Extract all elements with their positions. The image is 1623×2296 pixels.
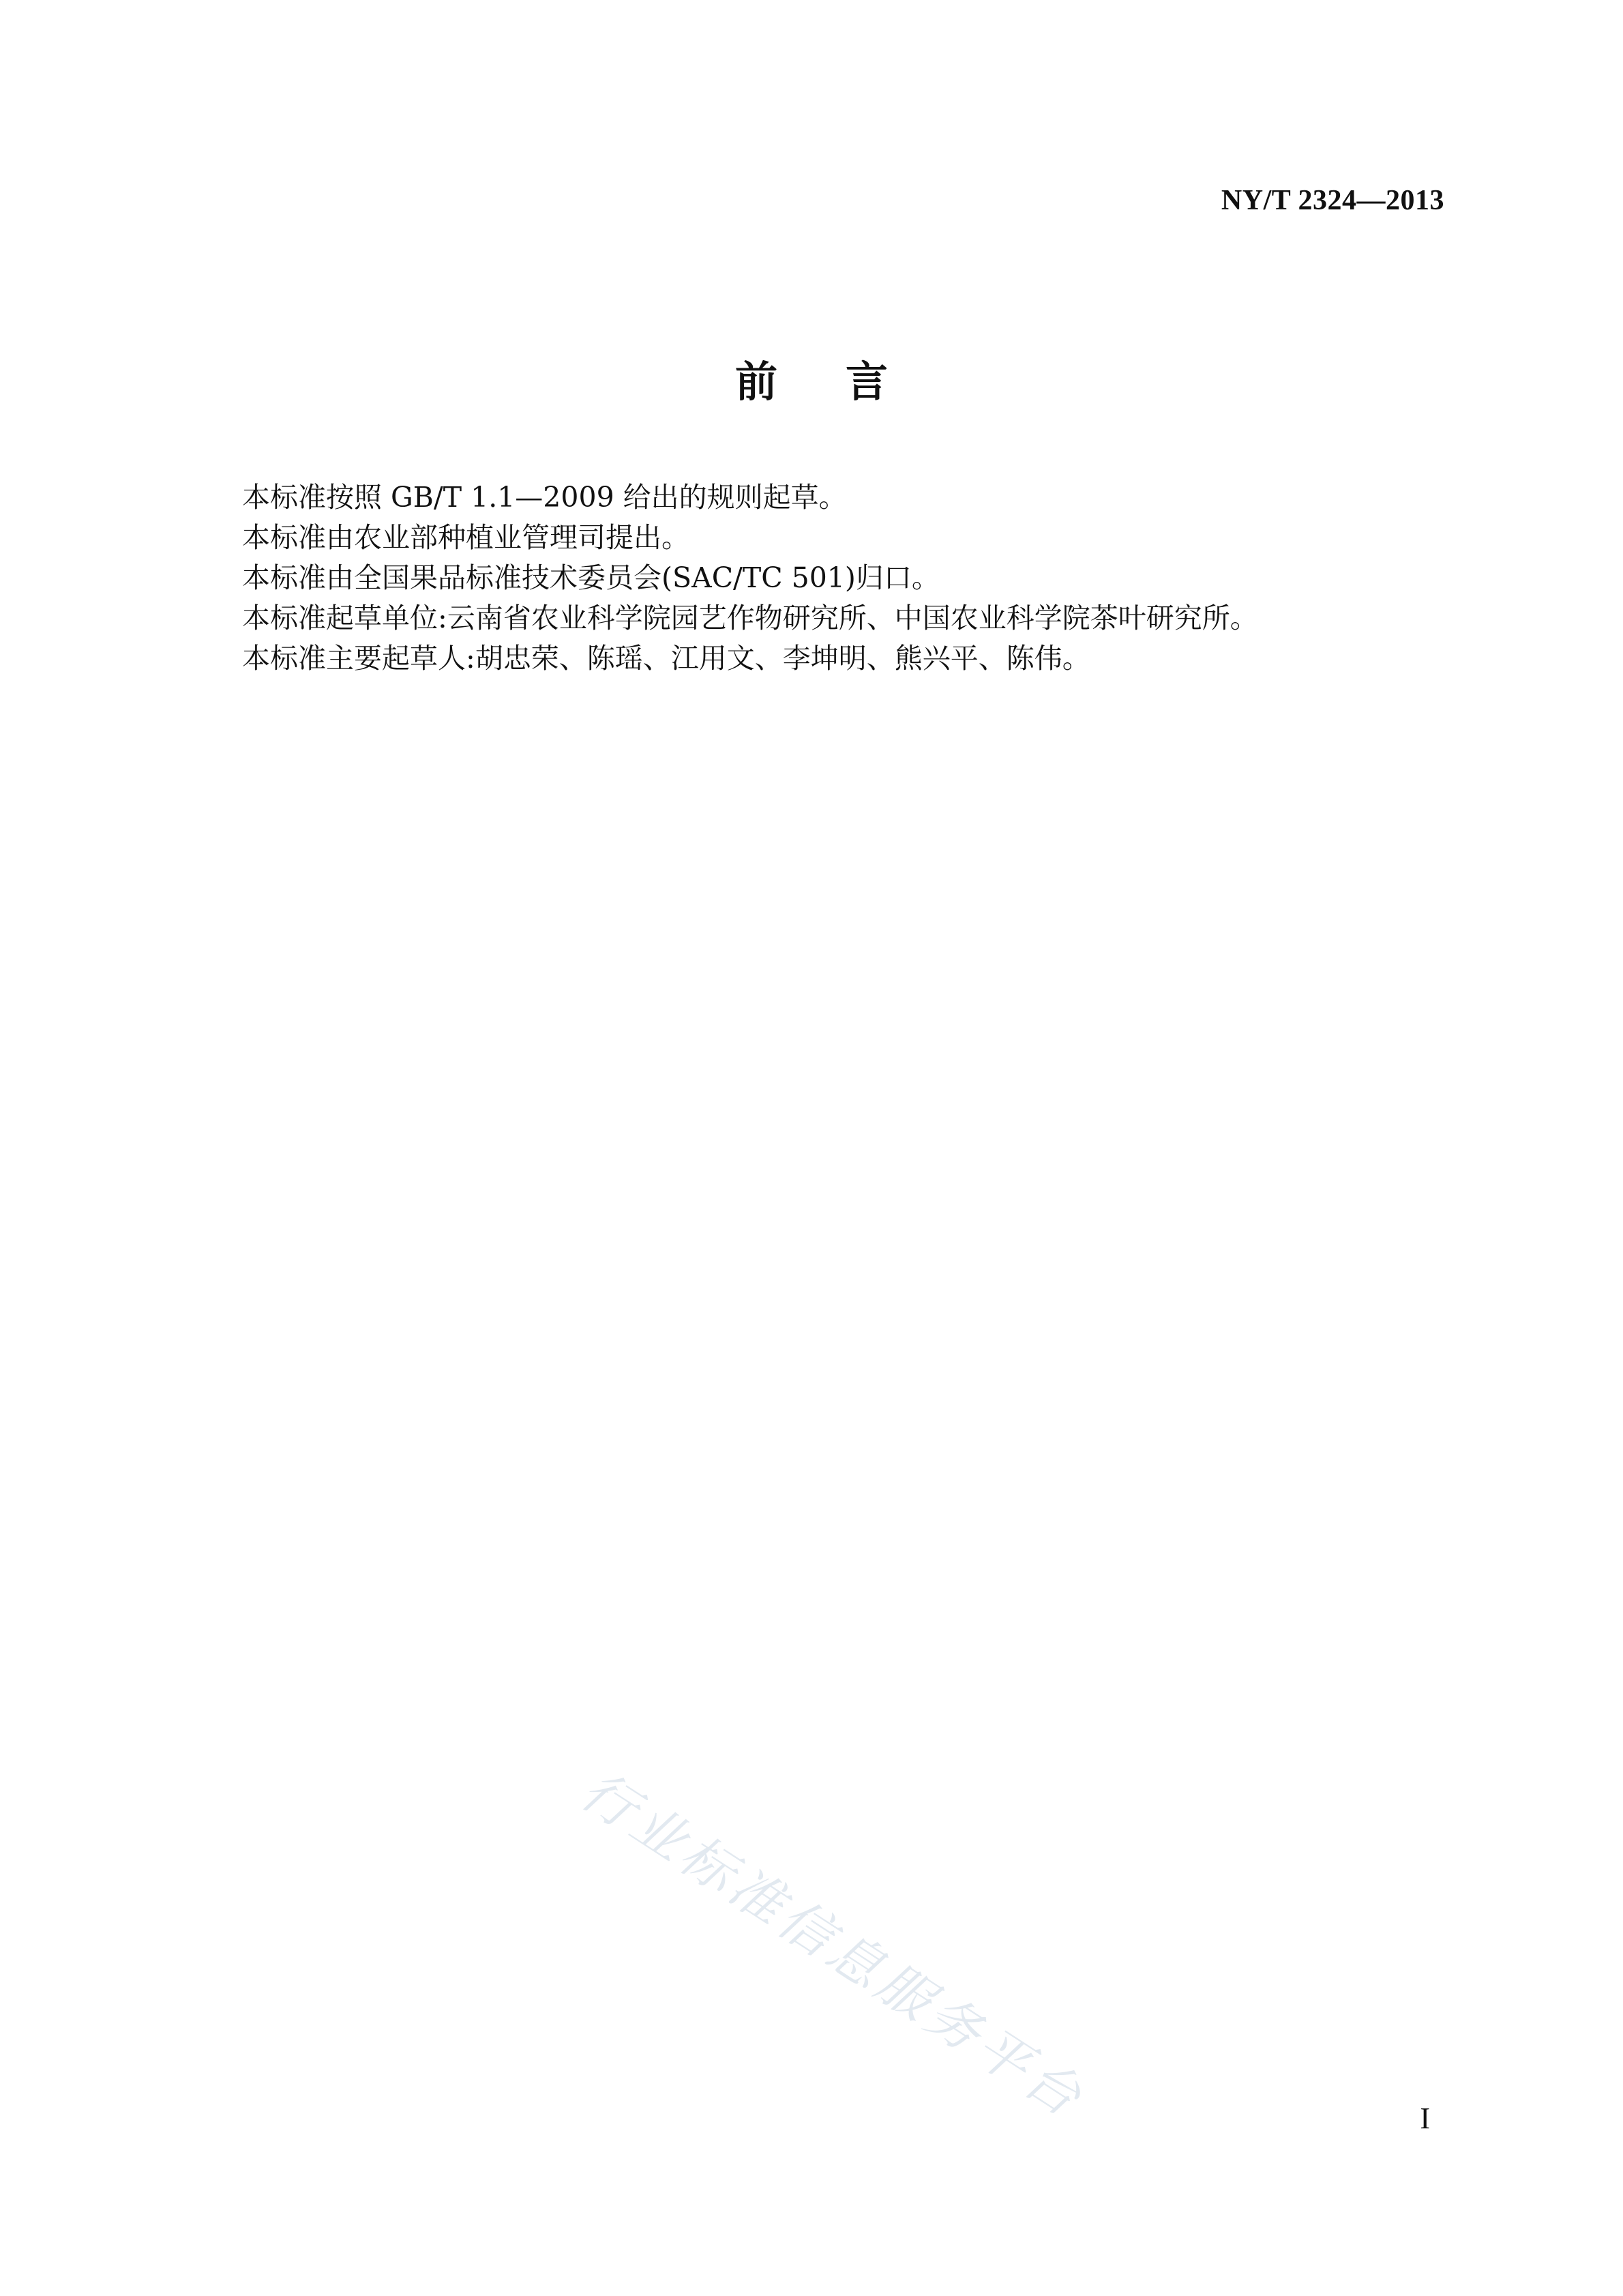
standard-code: NY/T 2324—2013 — [1221, 185, 1444, 216]
paragraph-drafting-units: 本标准起草单位:云南省农业科学院园艺作物研究所、中国农业科学院茶叶研究所。 — [242, 602, 1258, 634]
page-number: I — [1420, 2102, 1430, 2135]
paragraph-proposer: 本标准由农业部种植业管理司提出。 — [242, 521, 689, 554]
page-title: 前言 — [734, 357, 956, 407]
paragraph-drafters: 本标准主要起草人:胡忠荣、陈瑶、江用文、李坤明、熊兴平、陈伟。 — [242, 642, 1090, 675]
paragraph-technical-committee: 本标准由全国果品标准技术委员会(SAC/TC 501)归口。 — [242, 561, 940, 594]
paragraph-drafting-rules: 本标准按照 GB/T 1.1—2009 给出的规则起草。 — [242, 481, 847, 514]
watermark: 行业标准信息服务平台 — [570, 1760, 1096, 2131]
foreword-body — [242, 477, 1401, 679]
